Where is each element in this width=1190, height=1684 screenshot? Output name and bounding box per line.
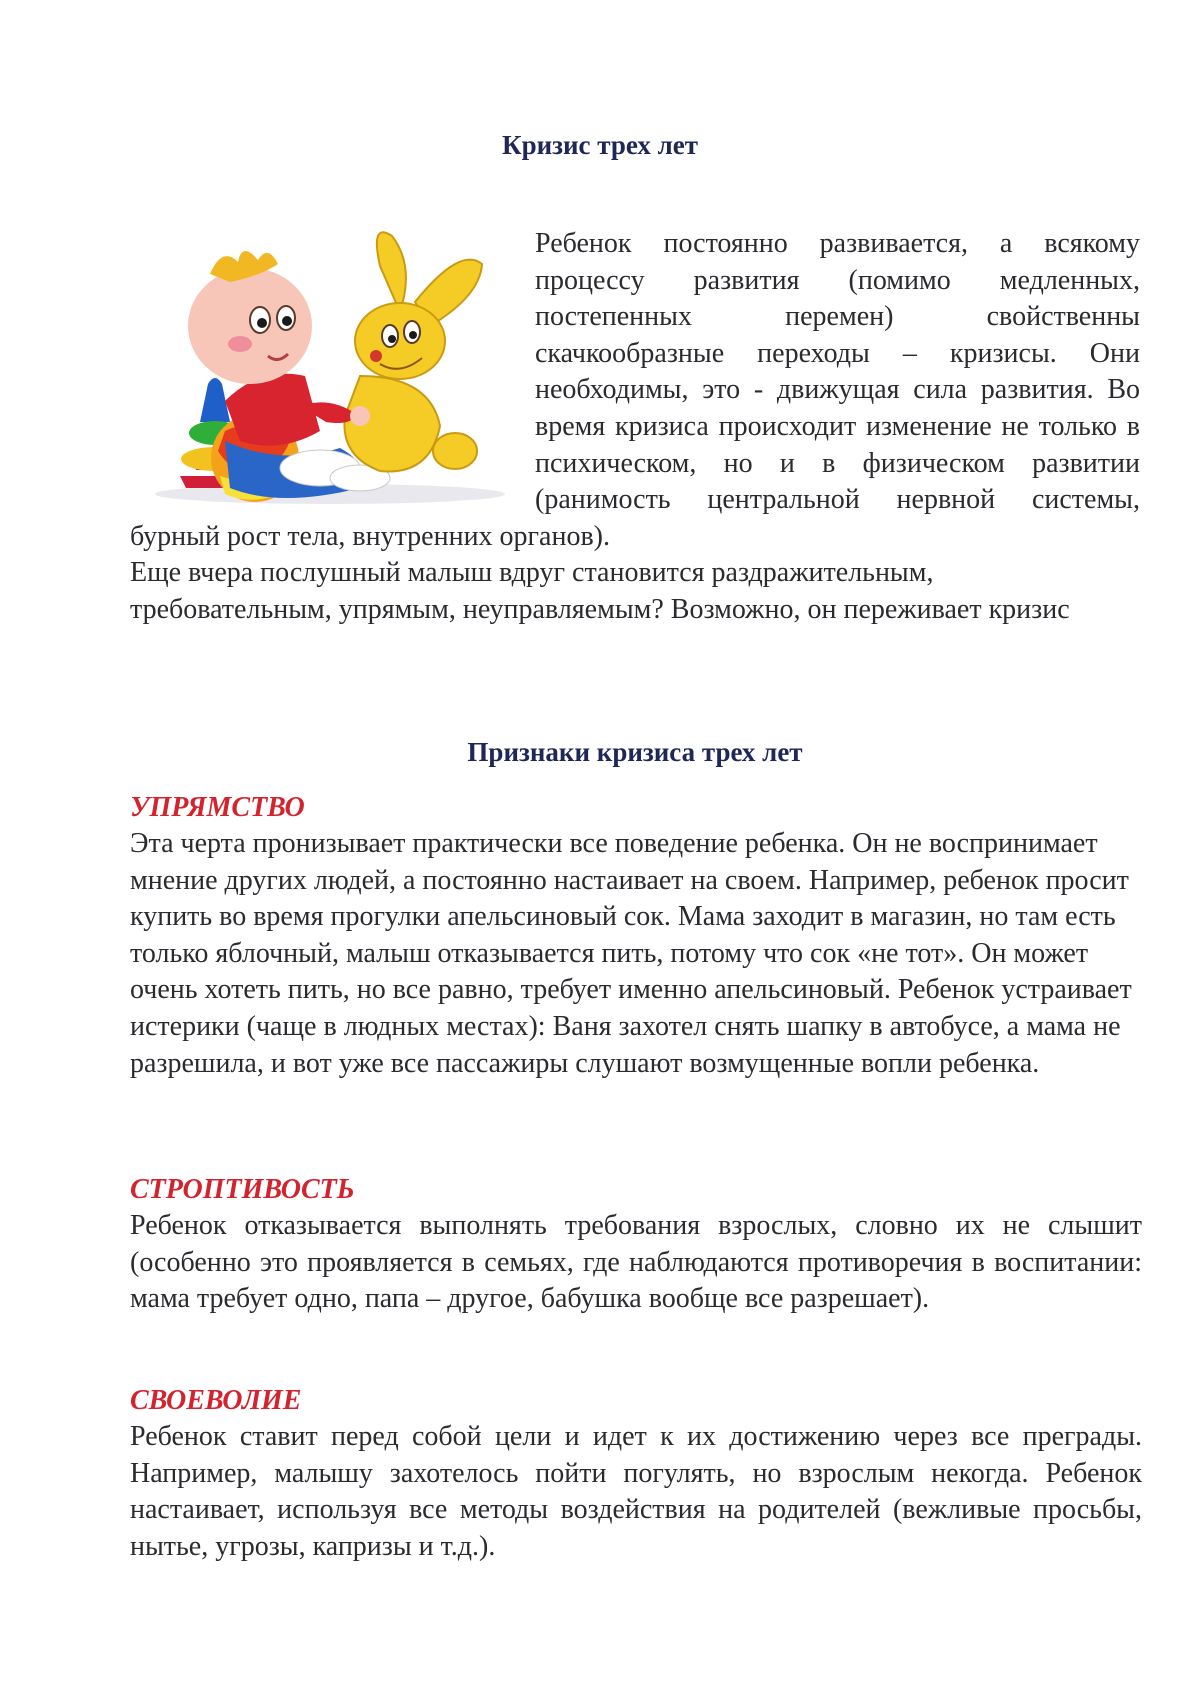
section-self-will — [130, 1383, 1142, 1565]
section-heading: СВОЕВОЛИЕ — [130, 1385, 302, 1416]
page-title: Кризис трех лет — [502, 130, 698, 160]
section-text: Эта черта пронизывает практически все поведение ребенка. Он не воспринимает мнение других людей, а постоянно настаивает на своем. Например, ребенок просит купить во время прогулки апельсиновый сок. Мама заходит в магазин, но там есть только яблочный, малыш отказывается пить, потому что сок «не тот». Он может очень хотеть пить, но все равно, требует именно апельсиновый. Ребенок устраивает истерики (чаще в людных местах): Ваня захотел снять шапку в автобусе, а мама не разрешила, и вот уже все пассажиры слушают возмущенные вопли ребенка. — [130, 828, 1132, 1079]
section-obstinacy — [130, 1172, 1142, 1318]
intro-paragraph-1: Ребенок постоянно развивается, а всякому процессу развития (помимо медленных, постепенных перемен) свойственны скачкообразные переходы – кризисы. Они необходимы, это - движущая сила развития. Во время кризиса происходит изменение не только в психическом, но и в физическом развитии (ранимость центральной нервной системы, бурный рост тела, внутренних органов). — [130, 228, 1140, 552]
section-subtitle: Признаки кризиса трех лет — [467, 737, 803, 767]
section-text: Ребенок отказывается выполнять требования взрослых, словно их не слышит (особенно это проявляется в семьях, где наблюдаются противоречия в воспитании: мама требует одно, папа – другое, бабушка вообще все разрешает). — [130, 1210, 1142, 1315]
section-heading: СТРОПТИВОСТЬ — [130, 1174, 355, 1205]
section-stubbornness — [130, 790, 1142, 1082]
section-text: Ребенок ставит перед собой цели и идет к их достижению через все преграды. Например, малышу захотелось пойти погулять, но взрослым некогда. Ребенок настаивает, используя все методы воздействия на родителей (вежливые просьбы, нытье, угрозы, капризы и т.д.). — [130, 1421, 1142, 1562]
section-heading: УПРЯМСТВО — [130, 792, 305, 823]
intro-paragraph-2: Еще вчера послушный малыш вдруг становится раздражительным, требовательным, упрямым, неуправляемым? Возможно, он переживает кризис — [130, 557, 1070, 625]
baby-and-bunny-illustration — [130, 226, 535, 512]
intro-block — [130, 226, 1140, 629]
